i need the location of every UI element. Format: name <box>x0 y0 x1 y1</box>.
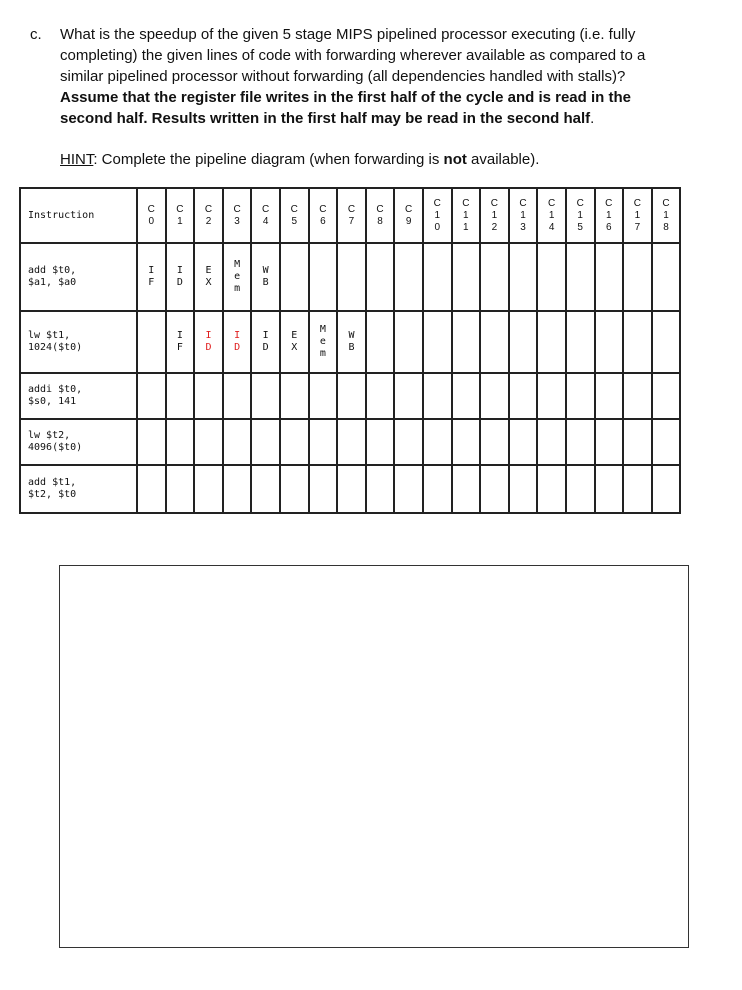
empty-stage-cell[interactable] <box>652 311 681 373</box>
cycle-header-9: C 9 <box>394 188 423 243</box>
empty-stage-cell[interactable] <box>595 311 624 373</box>
empty-stage-cell[interactable] <box>194 373 223 419</box>
cycle-header-13: C 1 3 <box>509 188 538 243</box>
empty-stage-cell[interactable] <box>166 373 195 419</box>
cycle-header-7: C 7 <box>337 188 366 243</box>
cycle-header-10: C 1 0 <box>423 188 452 243</box>
instruction-row <box>20 373 680 419</box>
empty-stage-cell[interactable] <box>394 373 423 419</box>
cycle-header-2: C 2 <box>194 188 223 243</box>
empty-stage-cell[interactable] <box>480 311 509 373</box>
cycle-header-16: C 1 6 <box>595 188 624 243</box>
empty-stage-cell[interactable] <box>394 243 423 311</box>
empty-stage-cell[interactable] <box>394 311 423 373</box>
empty-stage-cell[interactable] <box>452 243 481 311</box>
cycle-header-5: C 5 <box>280 188 309 243</box>
empty-stage-cell[interactable] <box>509 243 538 311</box>
cycle-header-1: C 1 <box>166 188 195 243</box>
empty-stage-cell[interactable] <box>166 465 195 513</box>
empty-stage-cell[interactable] <box>280 465 309 513</box>
empty-stage-cell[interactable] <box>509 465 538 513</box>
pipeline-diagram <box>19 187 681 514</box>
empty-stage-cell[interactable] <box>566 243 595 311</box>
empty-stage-cell[interactable] <box>423 465 452 513</box>
empty-stage-cell[interactable] <box>137 373 166 419</box>
empty-stage-cell[interactable] <box>194 419 223 465</box>
empty-stage-cell[interactable] <box>509 373 538 419</box>
cycle-header-12: C 1 2 <box>480 188 509 243</box>
empty-stage-cell[interactable] <box>509 419 538 465</box>
empty-stage-cell[interactable] <box>652 243 681 311</box>
cycle-header-11: C 1 1 <box>452 188 481 243</box>
empty-stage-cell[interactable] <box>194 465 223 513</box>
empty-stage-cell[interactable] <box>309 465 338 513</box>
empty-stage-cell[interactable] <box>623 465 652 513</box>
empty-stage-cell[interactable] <box>366 373 395 419</box>
empty-stage-cell[interactable] <box>452 465 481 513</box>
instruction-cell: addi $t0, $s0, 141 <box>20 373 137 419</box>
instruction-row <box>20 311 680 373</box>
cycle-header-6: C 6 <box>309 188 338 243</box>
stage-cell[interactable]: M e m <box>223 243 252 311</box>
stage-cell[interactable]: I D <box>251 311 280 373</box>
hint-label: HINT <box>60 151 94 168</box>
empty-stage-cell[interactable] <box>480 243 509 311</box>
empty-stage-cell[interactable] <box>537 243 566 311</box>
instruction-row <box>20 243 680 311</box>
empty-stage-cell[interactable] <box>566 465 595 513</box>
stage-cell[interactable]: I F <box>166 311 195 373</box>
empty-stage-cell[interactable] <box>452 311 481 373</box>
hint: HINT: Complete the pipeline diagram (when forwarding is not available). <box>60 151 540 168</box>
instruction-row <box>20 465 680 513</box>
empty-stage-cell[interactable] <box>280 419 309 465</box>
empty-stage-cell[interactable] <box>137 465 166 513</box>
empty-stage-cell[interactable] <box>566 419 595 465</box>
empty-stage-cell[interactable] <box>337 419 366 465</box>
cycle-header-0: C 0 <box>137 188 166 243</box>
stage-cell[interactable]: I D <box>166 243 195 311</box>
assumption-line-2: second half. Results written in the first half may be read in the second half. <box>60 110 595 127</box>
stall-stage-cell[interactable]: I D <box>223 311 252 373</box>
instruction-cell: add $t1, $t2, $t0 <box>20 465 137 513</box>
empty-stage-cell[interactable] <box>480 419 509 465</box>
cycle-header-14: C 1 4 <box>537 188 566 243</box>
cycle-header-17: C 1 7 <box>623 188 652 243</box>
cycle-header-3: C 3 <box>223 188 252 243</box>
empty-stage-cell[interactable] <box>223 465 252 513</box>
empty-stage-cell[interactable] <box>366 465 395 513</box>
instruction-header: Instruction <box>20 188 137 243</box>
empty-stage-cell[interactable] <box>652 465 681 513</box>
question-text-line-1: What is the speedup of the given 5 stage MIPS pipelined processor executing (i.e. fully <box>60 26 636 43</box>
instruction-row <box>20 419 680 465</box>
question <box>30 24 710 129</box>
empty-stage-cell[interactable] <box>595 373 624 419</box>
question-text-line-3: similar pipelined processor without forwarding (all dependencies handled with stalls)? <box>60 68 626 85</box>
empty-stage-cell[interactable] <box>394 465 423 513</box>
empty-stage-cell[interactable] <box>452 419 481 465</box>
empty-stage-cell[interactable] <box>366 311 395 373</box>
empty-stage-cell[interactable] <box>595 465 624 513</box>
empty-stage-cell[interactable] <box>223 373 252 419</box>
question-text-line-2: completing) the given lines of code with forwarding wherever available as compared to a <box>60 47 646 64</box>
empty-stage-cell[interactable] <box>223 419 252 465</box>
cycle-header-18: C 1 8 <box>652 188 681 243</box>
stage-cell[interactable]: E X <box>280 311 309 373</box>
empty-stage-cell[interactable] <box>452 373 481 419</box>
assumption-line-1: Assume that the register file writes in the first half of the cycle and is read in the <box>60 89 631 106</box>
header-row <box>20 188 680 243</box>
question-label: c. <box>30 26 42 43</box>
stage-cell[interactable]: W B <box>337 311 366 373</box>
empty-stage-cell[interactable] <box>623 243 652 311</box>
empty-stage-cell[interactable] <box>537 373 566 419</box>
empty-stage-cell[interactable] <box>366 419 395 465</box>
instruction-cell: lw $t1, 1024($t0) <box>20 311 137 373</box>
empty-stage-cell[interactable] <box>251 373 280 419</box>
empty-stage-cell[interactable] <box>337 243 366 311</box>
stage-cell[interactable]: E X <box>194 243 223 311</box>
empty-stage-cell[interactable] <box>480 465 509 513</box>
empty-stage-cell[interactable] <box>595 419 624 465</box>
empty-stage-cell[interactable] <box>337 373 366 419</box>
empty-stage-cell[interactable] <box>309 419 338 465</box>
answer-box[interactable] <box>59 565 689 948</box>
stage-cell[interactable]: I F <box>137 243 166 311</box>
empty-stage-cell[interactable] <box>537 311 566 373</box>
empty-stage-cell[interactable] <box>251 419 280 465</box>
empty-stage-cell[interactable] <box>137 311 166 373</box>
empty-stage-cell[interactable] <box>423 311 452 373</box>
empty-stage-cell[interactable] <box>366 243 395 311</box>
empty-stage-cell[interactable] <box>566 373 595 419</box>
empty-stage-cell[interactable] <box>280 243 309 311</box>
stage-cell[interactable]: W B <box>251 243 280 311</box>
empty-stage-cell[interactable] <box>394 419 423 465</box>
empty-stage-cell[interactable] <box>595 243 624 311</box>
cycle-header-4: C 4 <box>251 188 280 243</box>
empty-stage-cell[interactable] <box>423 419 452 465</box>
empty-stage-cell[interactable] <box>623 419 652 465</box>
instruction-cell: add $t0, $a1, $a0 <box>20 243 137 311</box>
empty-stage-cell[interactable] <box>509 311 538 373</box>
empty-stage-cell[interactable] <box>537 419 566 465</box>
empty-stage-cell[interactable] <box>480 373 509 419</box>
empty-stage-cell[interactable] <box>309 243 338 311</box>
empty-stage-cell[interactable] <box>652 419 681 465</box>
instruction-cell: lw $t2, 4096($t0) <box>20 419 137 465</box>
empty-stage-cell[interactable] <box>337 465 366 513</box>
empty-stage-cell[interactable] <box>623 311 652 373</box>
stage-cell[interactable]: M e m <box>309 311 338 373</box>
cycle-header-8: C 8 <box>366 188 395 243</box>
empty-stage-cell[interactable] <box>137 419 166 465</box>
empty-stage-cell[interactable] <box>280 373 309 419</box>
stall-stage-cell[interactable]: I D <box>194 311 223 373</box>
empty-stage-cell[interactable] <box>423 243 452 311</box>
empty-stage-cell[interactable] <box>537 465 566 513</box>
empty-stage-cell[interactable] <box>309 373 338 419</box>
cycle-header-15: C 1 5 <box>566 188 595 243</box>
empty-stage-cell[interactable] <box>251 465 280 513</box>
empty-stage-cell[interactable] <box>566 311 595 373</box>
empty-stage-cell[interactable] <box>423 373 452 419</box>
empty-stage-cell[interactable] <box>652 373 681 419</box>
empty-stage-cell[interactable] <box>166 419 195 465</box>
empty-stage-cell[interactable] <box>623 373 652 419</box>
